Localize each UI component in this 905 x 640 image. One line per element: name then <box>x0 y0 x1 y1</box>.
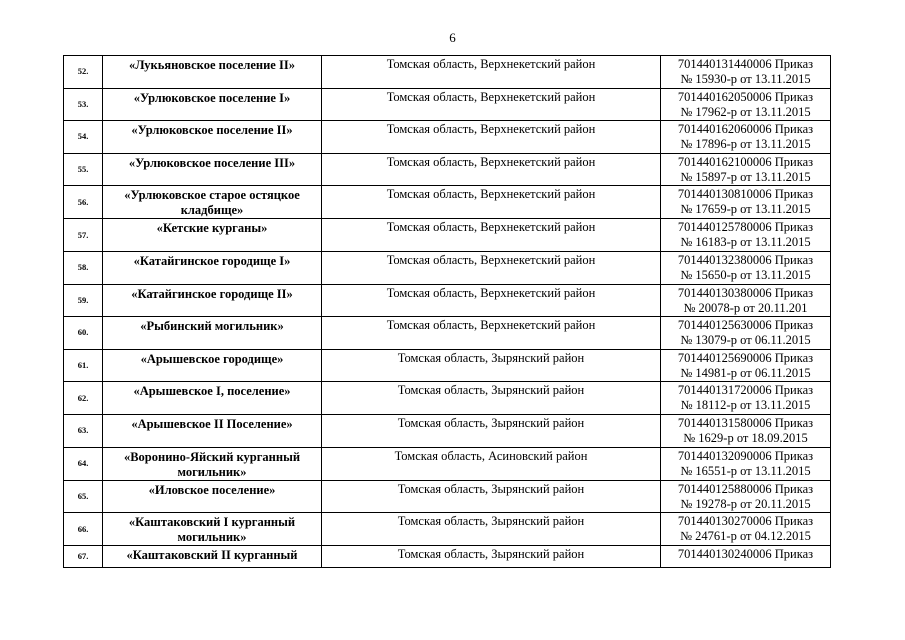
registration-number: 701440125690006 Приказ <box>677 350 814 365</box>
row-number: 59. <box>64 284 103 317</box>
registration-number: 701440130270006 Приказ <box>677 514 814 529</box>
monument-name: «Воронино-Яйский курганный могильник» <box>103 447 322 480</box>
registration-number: 701440125880006 Приказ <box>677 481 814 496</box>
row-number: 56. <box>64 186 103 219</box>
order-reference: № 14981-р от 06.11.2015 <box>680 365 811 380</box>
monument-name: «Арышевское I, поселение» <box>103 382 322 415</box>
row-number: 67. <box>64 546 103 568</box>
order-reference: № 19278-р от 20.11.2015 <box>680 496 811 511</box>
row-number: 52. <box>64 56 103 89</box>
row-number: 66. <box>64 513 103 546</box>
registration-info <box>661 480 831 513</box>
registration-number: 701440162100006 Приказ <box>677 154 814 169</box>
registration-info <box>661 513 831 546</box>
row-number: 61. <box>64 349 103 382</box>
order-reference: № 16551-р от 13.11.2015 <box>680 463 811 478</box>
registration-info <box>661 153 831 186</box>
monument-name: «Урлюковское поселение I» <box>103 88 322 121</box>
row-number: 57. <box>64 219 103 252</box>
registration-info <box>661 251 831 284</box>
registration-number: 701440130240006 Приказ <box>677 547 814 562</box>
table-body <box>64 56 831 568</box>
registration-info <box>661 219 831 252</box>
registration-number: 701440131440006 Приказ <box>677 57 814 71</box>
registration-info <box>661 382 831 415</box>
monument-location: Томская область, Верхнекетский район <box>322 88 661 121</box>
registration-number: 701440162050006 Приказ <box>677 89 814 104</box>
table-row <box>64 56 831 89</box>
monument-name: «Арышевское II Поселение» <box>103 414 322 447</box>
order-reference: № 15650-р от 13.11.2015 <box>680 267 811 282</box>
monument-name: «Иловское поселение» <box>103 480 322 513</box>
row-number: 53. <box>64 88 103 121</box>
registration-info <box>661 284 831 317</box>
monument-location: Томская область, Верхнекетский район <box>322 251 661 284</box>
registration-info <box>661 56 831 89</box>
monument-location: Томская область, Зырянский район <box>322 349 661 382</box>
table-row <box>64 284 831 317</box>
monument-location: Томская область, Верхнекетский район <box>322 56 661 89</box>
table-row <box>64 480 831 513</box>
row-number: 63. <box>64 414 103 447</box>
table-row <box>64 88 831 121</box>
order-reference: № 20078-р от 20.11.201 <box>683 300 808 315</box>
monument-location: Томская область, Зырянский район <box>322 382 661 415</box>
registration-number: 701440131720006 Приказ <box>677 383 814 398</box>
registration-number: 701440162060006 Приказ <box>677 122 814 137</box>
monument-name: «Кетские курганы» <box>103 219 322 252</box>
monument-location: Томская область, Верхнекетский район <box>322 186 661 219</box>
monument-name: «Лукьяновское поселение II» <box>103 56 322 89</box>
order-reference: № 17896-р от 13.11.2015 <box>680 137 811 152</box>
registration-info <box>661 186 831 219</box>
monument-location: Томская область, Верхнекетский район <box>322 219 661 252</box>
registration-info <box>661 447 831 480</box>
registration-info <box>661 317 831 350</box>
order-reference: № 15897-р от 13.11.2015 <box>680 169 811 184</box>
registration-number: 701440131580006 Приказ <box>677 415 814 430</box>
order-reference: № 13079-р от 06.11.2015 <box>680 333 811 348</box>
monument-name: «Урлюковское поселение III» <box>103 153 322 186</box>
order-reference: № 17659-р от 13.11.2015 <box>680 202 811 217</box>
registration-info <box>661 88 831 121</box>
monument-name: «Катайгинское городище I» <box>103 251 322 284</box>
order-reference: № 24761-р от 04.12.2015 <box>680 529 811 544</box>
table-row <box>64 153 831 186</box>
monument-location: Томская область, Зырянский район <box>322 414 661 447</box>
monument-location: Томская область, Зырянский район <box>322 513 661 546</box>
table-row <box>64 546 831 568</box>
order-reference: № 16183-р от 13.11.2015 <box>680 235 811 250</box>
table-row <box>64 349 831 382</box>
page-number: 6 <box>449 30 456 45</box>
table-row <box>64 219 831 252</box>
row-number: 55. <box>64 153 103 186</box>
registration-number: 701440132380006 Приказ <box>677 252 814 267</box>
monument-location: Томская область, Верхнекетский район <box>322 284 661 317</box>
monument-location: Томская область, Асиновский район <box>322 447 661 480</box>
table-row <box>64 251 831 284</box>
row-number: 58. <box>64 251 103 284</box>
order-reference: № 18112-р от 13.11.2015 <box>680 398 811 413</box>
registration-number: 701440132090006 Приказ <box>677 448 814 463</box>
table-row <box>64 447 831 480</box>
table-row <box>64 121 831 154</box>
registration-info <box>661 414 831 447</box>
row-number: 60. <box>64 317 103 350</box>
order-reference: № 17962-р от 13.11.2015 <box>680 104 811 119</box>
monument-location: Томская область, Зырянский район <box>322 546 661 568</box>
order-reference: № 1629-р от 18.09.2015 <box>683 430 808 445</box>
registration-number: 701440130380006 Приказ <box>677 285 814 300</box>
table-row <box>64 414 831 447</box>
table-row <box>64 382 831 415</box>
table-row <box>64 317 831 350</box>
monument-name: «Рыбинский могильник» <box>103 317 322 350</box>
monument-name: «Каштаковский I курганный могильник» <box>103 513 322 546</box>
row-number: 65. <box>64 480 103 513</box>
monument-location: Томская область, Верхнекетский район <box>322 317 661 350</box>
order-reference: № 15930-р от 13.11.2015 <box>680 72 811 86</box>
monument-location: Томская область, Верхнекетский район <box>322 121 661 154</box>
registration-info <box>661 121 831 154</box>
monument-location: Томская область, Зырянский район <box>322 480 661 513</box>
monument-name: «Урлюковское поселение II» <box>103 121 322 154</box>
monuments-table <box>63 55 831 568</box>
monument-name: «Арышевское городище» <box>103 349 322 382</box>
row-number: 62. <box>64 382 103 415</box>
table-row <box>64 186 831 219</box>
monument-name: «Урлюковское старое остяцкое кладбище» <box>103 186 322 219</box>
monument-name: «Каштаковский II курганный <box>103 546 322 568</box>
table-row <box>64 513 831 546</box>
registration-info <box>661 546 831 568</box>
monument-name: «Катайгинское городище II» <box>103 284 322 317</box>
registration-number: 701440125630006 Приказ <box>677 318 814 333</box>
registration-number: 701440125780006 Приказ <box>677 220 814 235</box>
registration-info <box>661 349 831 382</box>
registration-number: 701440130810006 Приказ <box>677 187 814 202</box>
monument-location: Томская область, Верхнекетский район <box>322 153 661 186</box>
row-number: 54. <box>64 121 103 154</box>
row-number: 64. <box>64 447 103 480</box>
